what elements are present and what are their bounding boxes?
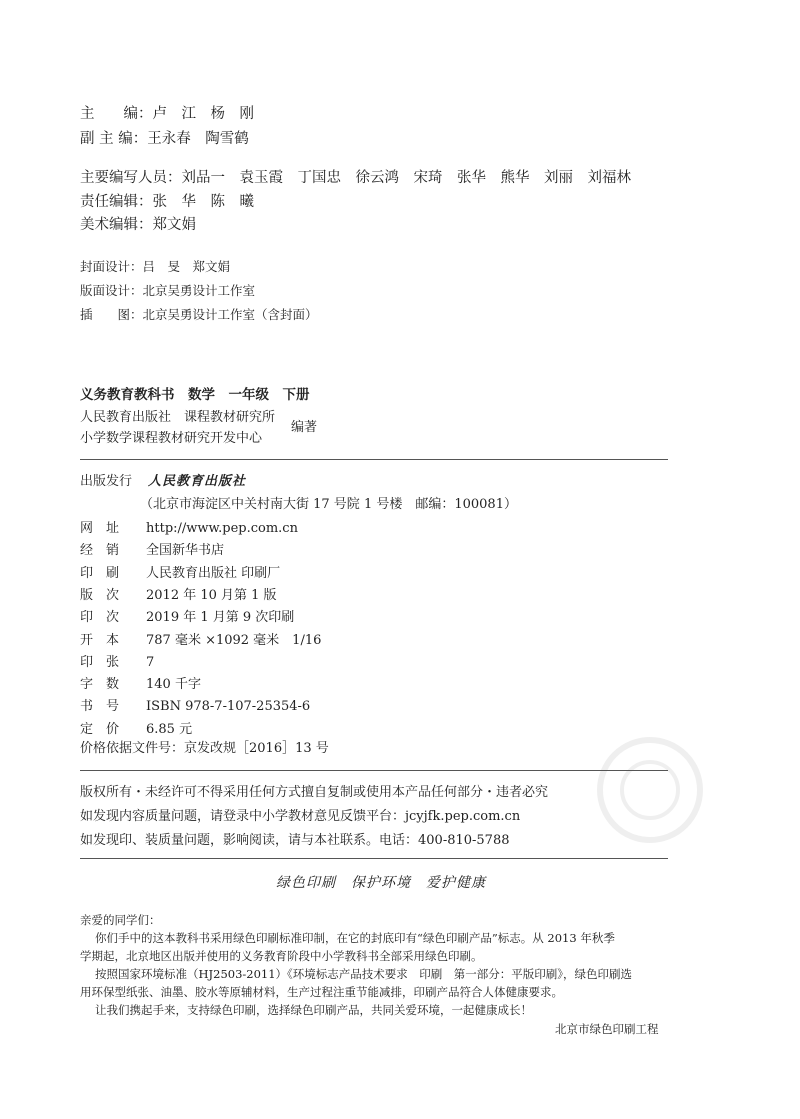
spec-value: 7 [146,654,155,670]
quality-feedback-notice: 如发现内容质量问题，请登录中小学教材意见反馈平台：jcyjfk.pep.com.cn [80,809,521,824]
responsible-editors-value: 张 华 陈 曦 [152,194,254,210]
price-basis: 价格依据文件号：京发改规［2016］13 号 [80,741,329,756]
art-editor-row [80,213,196,234]
spec-row [80,562,280,581]
spec-label: 字 数 [80,677,120,693]
spec-row [80,673,201,692]
publisher-label: 出版发行 [80,474,133,489]
deputy-editors-value: 王永春 陶雪鹤 [147,131,249,147]
spec-label: 经 销 [80,543,120,559]
chief-editors-label: 主 编： [80,106,153,122]
layout-design-label: 版面设计： [80,283,143,298]
spec-row [80,695,310,714]
green-paragraph-1-line-2: 学期起，北京地区出版并使用的义务教育阶段中小学教科书全部采用绿色印刷。 [80,949,483,963]
green-greeting: 亲爱的同学们： [80,913,161,927]
main-writers-label: 主要编写人员： [80,170,182,186]
spec-value: 2019 年 1 月第 9 次印刷 [146,610,295,626]
spec-label: 开 本 [80,632,120,648]
publisher-row [80,470,246,489]
watermark-logo [590,730,710,850]
art-editor-label: 美术编辑： [80,217,153,233]
spec-label: 书 号 [80,699,120,715]
spec-label: 版 次 [80,587,120,603]
chief-editors-value: 卢 江 杨 刚 [152,106,254,122]
spec-row [80,629,321,648]
spec-value: 787 毫米 ×1092 毫米 1/16 [146,632,322,648]
spec-value: ISBN 978-7-107-25354-6 [146,699,311,715]
spec-value: 人民教育出版社 印刷厂 [146,565,281,581]
spec-label: 印 张 [80,654,120,670]
layout-design-value: 北京吴勇设计工作室 [142,283,256,298]
spec-value: 全国新华书店 [146,543,225,559]
green-slogan: 绿色印刷 保护环境 爱护健康 [276,875,486,891]
publisher-name-logo: 人民教育出版社 [148,474,247,489]
spec-value: 140 千字 [146,677,201,693]
responsible-editors-label: 责任编辑： [80,194,153,210]
spec-row [80,651,154,670]
illustration-row [80,305,318,323]
compiled-by: 编著 [291,420,318,435]
spec-label: 印 刷 [80,565,120,581]
cover-design-value: 吕 旻 郑文娟 [142,259,231,274]
print-issues-notice: 如发现印、装质量问题，影响阅读，请与本社联系。电话：400-810-5788 [80,833,510,848]
green-paragraph-1-line-1: 你们手中的这本教科书采用绿色印刷标准印制，在它的封底印有“绿色印刷产品”标志。从 2013 年秋季 [95,931,615,945]
copyright-notice: 版权所有・未经许可不得采用任何方式擅自复制或使用本产品任何部分・违者必究 [80,785,549,800]
cover-design-row [80,257,230,275]
book-title: 义务教育教科书 数学 一年级 下册 [80,387,310,403]
illustration-label: 插 图： [80,307,143,322]
responsible-editors-row [80,190,254,211]
cover-design-label: 封面设计： [80,259,143,274]
main-writers-value: 刘品一 袁玉霞 丁国忠 徐云鸿 宋琦 张华 熊华 刘丽 刘福林 [181,170,631,186]
divider-middle [80,770,668,771]
spec-value: http://www.pep.com.cn [146,521,298,536]
spec-row [80,584,277,603]
compiler-line-1: 人民教育出版社 课程教材研究所 [80,410,276,425]
compiler-line-2: 小学数学课程教材研究开发中心 [80,431,263,446]
green-paragraph-2-line-2: 用环保型纸张、油墨、胶水等原辅材料，生产过程注重节能减排，印刷产品符合人体健康要求。 [80,985,563,999]
chief-editors-row [80,102,254,123]
spec-row [80,718,192,737]
spec-value: 2012 年 10 月第 1 版 [146,587,277,603]
spec-row [80,606,294,625]
spec-label: 定 价 [80,721,120,737]
spec-label: 印 次 [80,610,120,626]
spec-label: 网 址 [80,521,120,536]
deputy-editors-row [80,127,249,148]
divider-top [80,459,668,460]
deputy-editors-label: 副 主 编： [80,131,148,147]
illustration-value: 北京吴勇设计工作室（含封面） [142,307,318,322]
green-paragraph-2-line-1: 按照国家环境标准（HJ2503-2011）《环境标志产品技术要求 印刷 第一部分：平版印刷》，绿色印刷选 [95,967,633,981]
green-signature: 北京市绿色印刷工程 [555,1022,659,1036]
publisher-address: （北京市海淀区中关村南大街 17 号院 1 号楼 邮编：100081） [140,497,517,512]
green-paragraph-3: 让我们携起手来，支持绿色印刷，选择绿色印刷产品，共同关爱环境，一起健康成长！ [95,1003,532,1017]
layout-design-row [80,281,255,299]
spec-value: 6.85 元 [146,721,193,737]
divider-bottom [80,858,668,859]
spec-row [80,539,224,558]
spec-row [80,517,298,536]
main-writers-row [80,166,631,187]
art-editor-value: 郑文娟 [152,217,196,233]
